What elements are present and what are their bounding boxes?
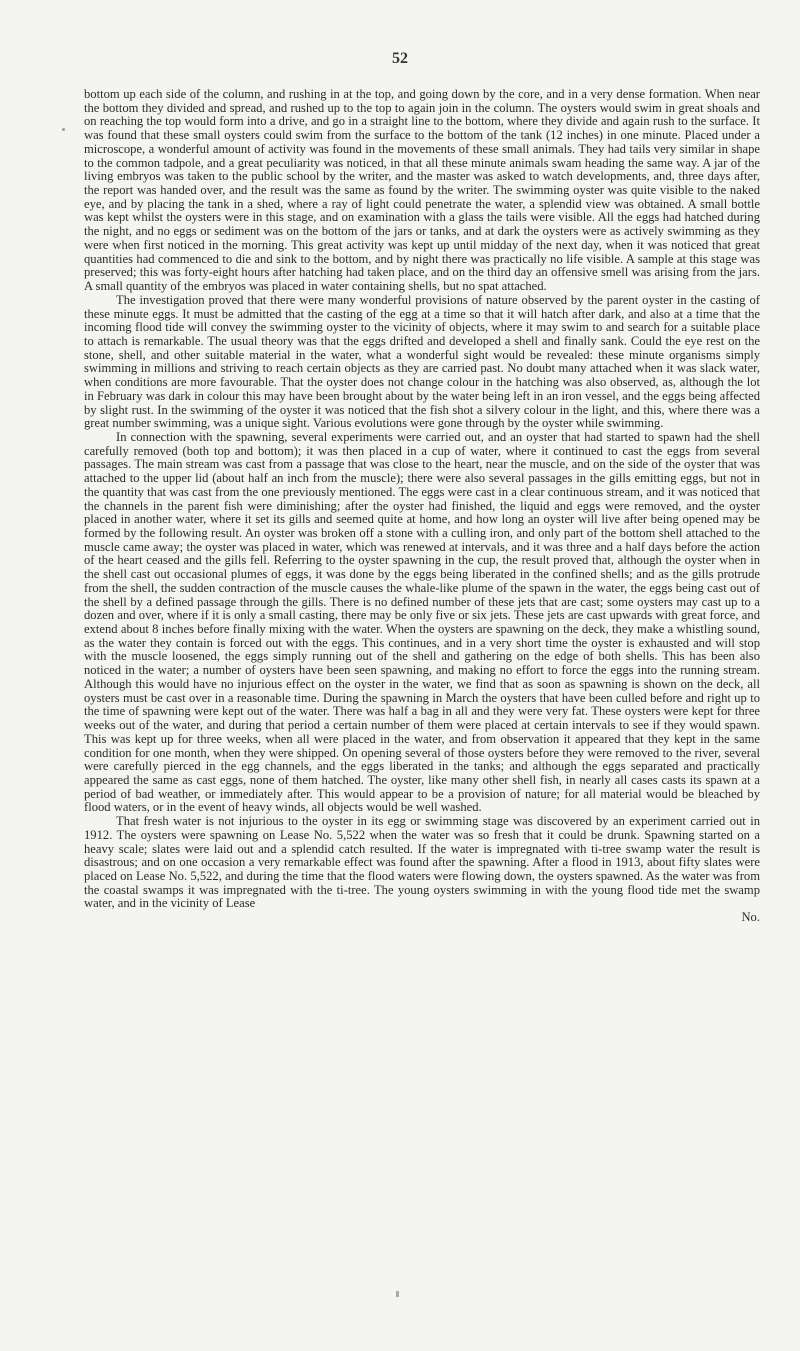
margin-dot	[62, 128, 65, 131]
paragraph-3: In connection with the spawning, several experiments were carried out, and an oyster that had started to spawn had the shell carefully removed (both top and bottom); it was then placed in a cup of water, where it continued to cast the eggs from several passages. The main stream was cast from a passage that was close to the heart, near the muscle, and on the side of the oyster that was attached to the upper lid (about half an inch from the muscle); there were also several passages in the gills emitting eggs, but not in the quantity that was cast from the one previously mentioned. The eggs were cast in a clear continuous stream, and it was noticed that the channels in the parent fish were diminishing; after the oyster had finished, the liquid and eggs were removed, and the oyster placed in another water, where it set its gills and seemed quite at home, and how long an oyster will live after being opened may be formed by the following result. An oyster was broken off a stone with a culling iron, and only part of the bottom shell attached to the muscle came away; the oyster was placed in water, which was renewed at intervals, and it was three and a half days before the action of the heart ceased and the gills fell. Referring to the oyster spawning in the cup, the result proved that, although the oyster when in the shell cast out occasional plumes of eggs, it was done by the eggs being liberated in the confined shells; and as the gills protrude from the shell, the sudden contraction of the muscle causes the whale-like plume of the spawn in the water, the eggs being cast out of the shell by a defined passage through the gills. There is no defined number of these jets that are cast; some oysters may cast up to a dozen and over, where if it is only a small casting, there may be only five or six jets. These jets are cast upwards with great force, and extend about 8 inches before finally mixing with the water. When the oysters are spawning on the deck, they make a whistling sound, as the water they contain is forced out with the eggs. This continues, and in a very short time the oyster is exhausted and will stop with the muscle loosened, the eggs simply running out of the shell and gathering on the edge of both shells. This has been also noticed in the water; a number of oysters have been seen spawning, and making no effort to force the eggs into the running stream. Although this would have no injurious effect on the oyster in the water, we find that as soon as spawning is shown on the deck, all oysters must be cast over in a reasonable time. During the spawning in March the oysters that have been culled before and right up to the time of spawning were kept out of the water. There was half a bag in all and they were very fat. These oysters were kept for three weeks out of the water, and during that period a certain number of them were placed at certain intervals to see if they would spawn. This was kept up for three weeks, when all were placed in the water, and from observation it appeared that they kept in the same condition for one month, when they were shipped. On opening several of those oysters before they were removed to the river, several were carefully pierced in the egg channels, and the eggs liberated in the tanks; and although the eggs separated and practically appeared the same as cast eggs, none of them hatched. The oyster, like many other shell fish, in nearly all cases casts its spawn at a period of bad weather, or immediately after. This would appear to be a provision of nature; for all material would be bleached by flood waters, or in the event of heavy winds, all objects would be well washed.	[84, 429, 760, 815]
body-text	[84, 88, 760, 925]
paragraph-2: The investigation proved that there were many wonderful provisions of nature observed by the parent oyster in the casting of these minute eggs. It must be admitted that the casting of the egg at a time so that it will hatch after dark, and also at a time that the incoming flood tide will convey the swimming oyster to the vicinity of objects, where it may swim to and search for a suitable place to attach is remarkable. The usual theory was that the eggs drifted and developed a shell and finally sank. Could the eye rest on the stone, shell, and other suitable material in the water, what a wonderful sight would be revealed: these minute organisms simply swimming in millions and striving to reach certain objects as they are carried past. No doubt many attached when it was slack water, when conditions are more favourable. That the oyster does not change colour in the hatching was also observed, as, although the lot in February was dark in colour this may have been brought about by the water being left in an iron vessel, and the eggs being affected by slight rust. In the swimming of the oyster it was noticed that the fish shot a silvery colour in the light, and this, where there was a great number swimming, was a unique sight. Various evolutions were gone through by the oyster while swimming.	[84, 292, 760, 431]
paragraph-4: That fresh water is not injurious to the oyster in its egg or swimming stage was discovered by an experiment carried out in 1912. The oysters were spawning on Lease No. 5,522 when the water was so fresh that it could be drunk. Spawning started on a heavy scale; slates were laid out and a splendid catch resulted. If the water is impregnated with ti-tree swamp water the result is disastrous; and on one occasion a very remarkable effect was found after the spawning. After a flood in 1913, about fifty slates were placed on Lease No. 5,522, and during the time that the flood waters were flowing down, the oysters spawned. As the water was from the coastal swamps it was impregnated with the ti-tree. The young oysters swimming in with the young flood tide met the swamp water, and in the vicinity of Lease	[84, 814, 760, 911]
bottom-mark	[396, 1291, 399, 1297]
catchword: No.	[741, 910, 760, 925]
page-number: 52	[392, 50, 408, 67]
paragraph-1: bottom up each side of the column, and rushing in at the top, and going down by the core, and in a very dense formation. When near the bottom they divided and spread, and rushed up to the top to again join in the column. The oysters would swim in great shoals and on reaching the top would form into a drive, and go in a straight line to the bottom, where they divide and again rush to the surface. It was found that these small oysters could swim from the surface to the bottom of the tank (12 inches) in one minute. Placed under a microscope, a wonderful amount of activity was found in the movements of these small animals. They had tails very similar in shape to the common tadpole, and a great peculiarity was noticed, in that all these minute animals swam heading the same way. A jar of the living embryos was taken to the public school by the writer, and the master was asked to watch developments, and, three days after, the report was handed over, and the result was the same as found by the writer. The swimming oyster was quite visible to the naked eye, and by placing the tank in a shed, where a ray of light could penetrate the water, a splendid view was obtained. A small bottle was kept whilst the oysters were in this stage, and on examination with a glass the tails were visible. All the eggs had hatched during the night, and no eggs or sediment was on the bottom of the jars or tanks, and at dark the oysters were as actively swimming as they were when first noticed in the morning. This great activity was kept up until midday of the next day, when it was noticed that great quantities had commenced to die and sink to the bottom, and by night there was practically no life visible. A sample at this stage was preserved; this was forty-eight hours after hatching had taken place, and on the third day an offensive smell was arising from the jars. A small quantity of the embryos was placed in water containing shells, but no spat attached.	[84, 87, 760, 294]
